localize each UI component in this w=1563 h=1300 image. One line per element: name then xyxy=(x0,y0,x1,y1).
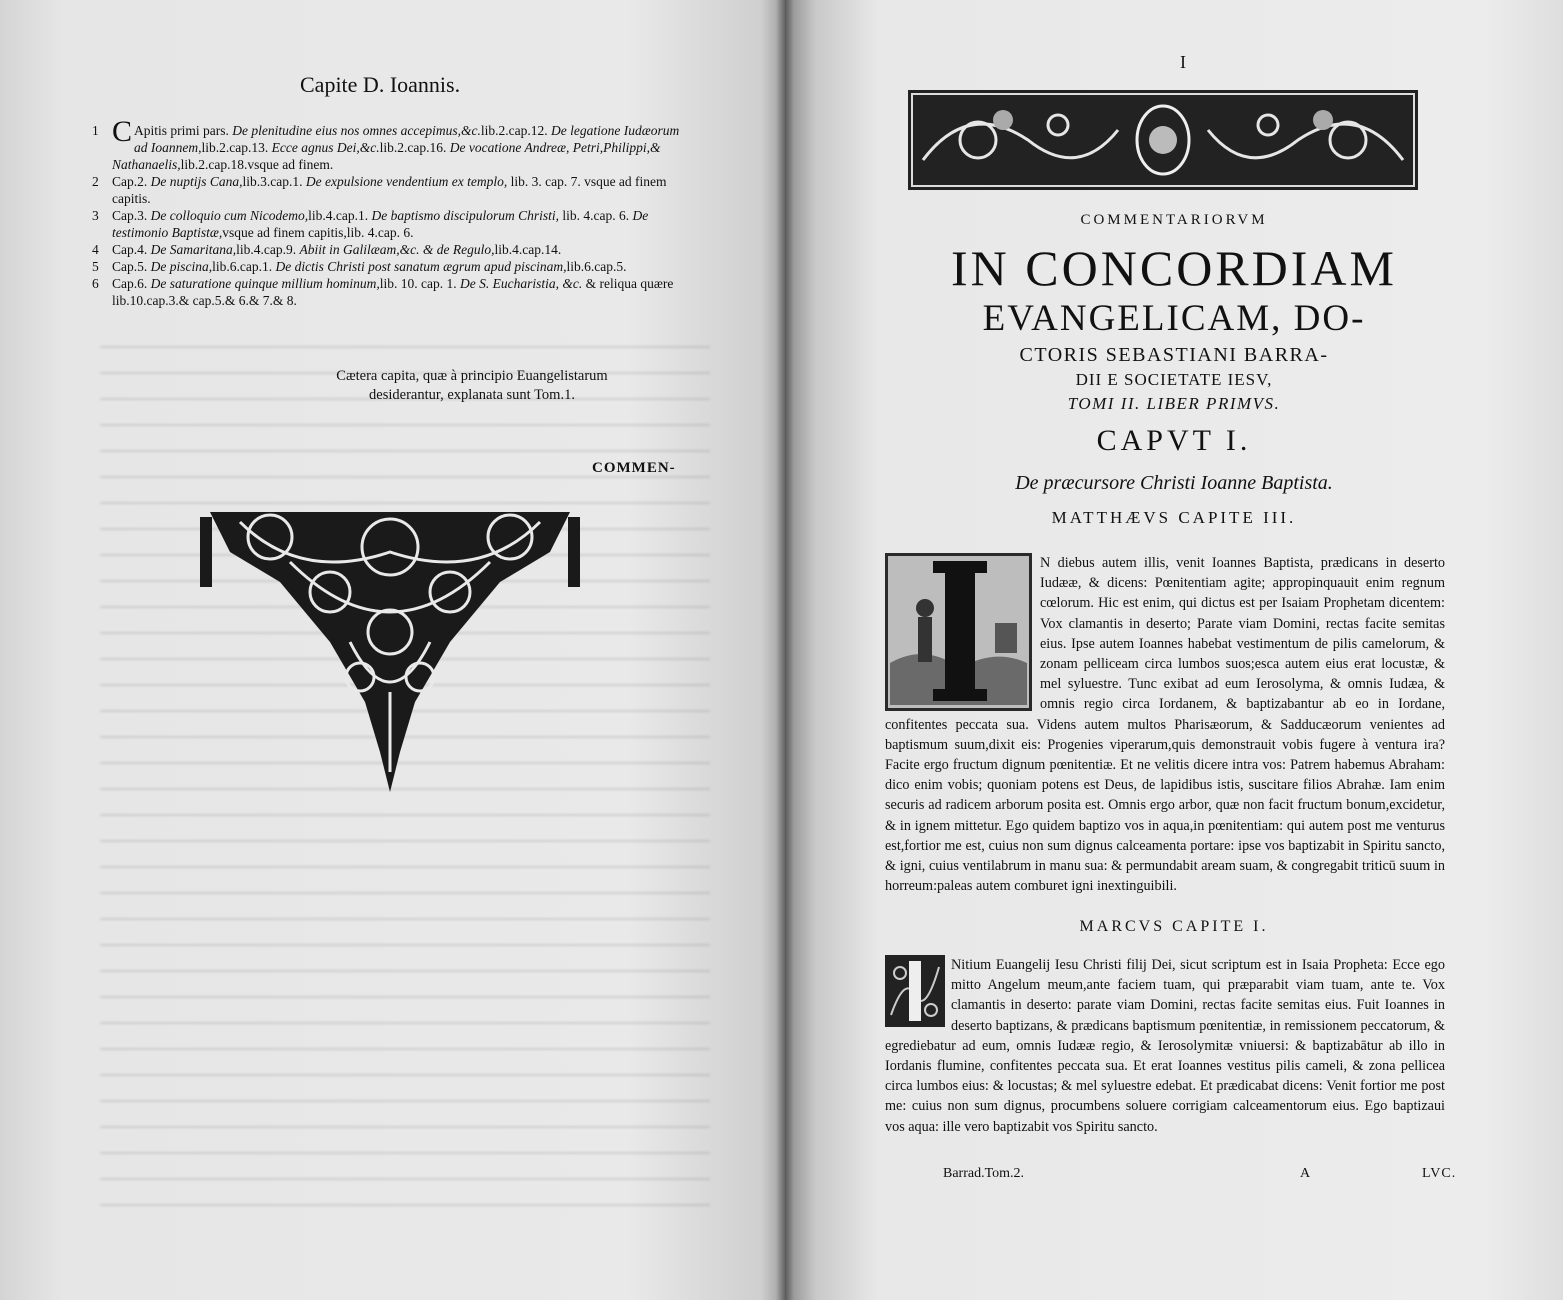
index-entry-text: lib.6.cap.5. xyxy=(566,259,627,274)
index-entry-text: De Samaritana, xyxy=(150,242,237,257)
chapter-heading: CAPVT I. xyxy=(1096,424,1252,457)
chapter-subtitle: De præcursore Christi Ioanne Baptista. xyxy=(1015,472,1333,494)
index-entry-text: lib. 3. cap. 7. vsque ad finem capitis. xyxy=(112,174,667,206)
index-entry-text: De piscina, xyxy=(150,259,213,274)
index-entry-number: 1 xyxy=(92,123,99,138)
index-entry-text: lib.4.cap.14. xyxy=(494,242,562,257)
index-entry xyxy=(92,173,692,207)
index-entry-text: lib.3.cap.1. xyxy=(242,174,306,189)
index-entry xyxy=(92,275,692,309)
index-entry xyxy=(92,258,692,275)
index-entry-text: De saturatione quinque millium hominum, xyxy=(150,276,380,291)
index-entry-text: Ecce agnus Dei,&c. xyxy=(271,140,380,155)
catchword-left: COMMEN- xyxy=(592,460,676,476)
footer-catchword: LVC. xyxy=(1422,1166,1457,1181)
running-head: Capite D. Ioannis. xyxy=(300,72,461,97)
index-entry-text: De expulsione vendentium ex templo, xyxy=(305,174,508,189)
note-text: Cætera capita, quæ à principio Euangelistarum desiderantur, explanata sunt Tom.1. xyxy=(336,368,608,403)
tailpiece-ornament xyxy=(200,492,580,792)
index-entry-text: De vocatione Andreæ, Petri,Philippi,& Nathanaelis, xyxy=(112,140,661,172)
index-entry-text: lib.6.cap.1. xyxy=(212,259,276,274)
index-entry-number: 2 xyxy=(92,174,99,189)
index-entry-text: Cap.6. xyxy=(112,276,151,291)
folio-number: I xyxy=(1180,52,1186,72)
footer-signature-ref: Barrad.Tom.2. xyxy=(943,1166,1025,1181)
title-line-4: CTORIS SEBASTIANI BARRA- xyxy=(1019,344,1329,366)
index-entry-text: lib.2.cap.12. xyxy=(480,123,551,138)
chapter-index xyxy=(92,115,692,309)
index-entry-text: lib.2.cap.16. xyxy=(379,140,450,155)
index-entry-text: lib.2.cap.18.vsque ad finem. xyxy=(180,157,334,172)
woodcut-initial-i-small xyxy=(885,955,945,1027)
index-entry-text: De S. Eucharistia, &c. xyxy=(460,276,583,291)
index-entry-text: De legatione Iudæorum ad Ioannem, xyxy=(134,123,680,155)
index-entry-text: lib.4.cap.9. xyxy=(236,242,300,257)
index-entry-text: Cap.4. xyxy=(112,242,151,257)
index-entry-text: lib.2.cap.13. xyxy=(201,140,272,155)
index-entry-text: De baptismo discipulorum Christi, xyxy=(371,208,559,223)
index-entry-text: vsque ad finem capitis,lib. 4.cap. 6. xyxy=(222,225,414,240)
index-entry-text: Cap.3. xyxy=(112,208,151,223)
index-entry-number: 4 xyxy=(92,242,99,257)
index-entry-text: De colloquio cum Nicodemo, xyxy=(150,208,309,223)
index-entry-text: De plenitudine eius nos omnes accepimus,&c. xyxy=(232,123,481,138)
index-entry xyxy=(92,207,692,241)
decorated-initial-c: C xyxy=(112,115,133,148)
woodcut-initial-i xyxy=(885,553,1032,711)
right-page xyxy=(785,0,1563,1300)
title-line-1: COMMENTARIORVM xyxy=(1080,212,1268,228)
book-gutter xyxy=(776,0,794,1300)
footer-signature-mark: A xyxy=(1300,1166,1311,1181)
index-entry-text: Apitis primi pars. xyxy=(134,123,233,138)
section-heading-mark: MARCVS CAPITE I. xyxy=(1079,918,1269,935)
index-entry-text: De testimonio Baptistæ, xyxy=(112,208,649,240)
section-text-matthew-content: N diebus autem illis, venit Ioannes Baptista, prædicans in deserto Iudææ, & dicens: Pœnitentiam agite; appropinquauit enim regnum cœlorum. Hic est enim, qui dictus est per Isaiam Prophetam dicentem: Vox clamantis in deserto; Parate viam Domini, rectas facite semitas eius. Ipse autem Ioannes habebat vestimentum de pilis camelorum, & zonam pelliceam circa lumbos suos;esca autem eius erat locustæ, & mel syluestre. Tunc exibat ad eum Ierosolyma, & omnis Iudæa, & omnis regio circa Iordanem, & baptizabantur ab eo in Iordane, confitentes peccata sua. Videns autem multos Pharisæorum, & Sadducæorum venientes ad baptismum suum,dixit eis: Progenies viperarum,quis demonstrauit vobis fugere à ventura ira? Facite ergo fructum dignum pœnitentiæ. Et ne velitis dicere intra vos: Patrem habemus Abraham: dico enim vobis; quoniam potens est Deus, de lapidibus istis, suscitare filios Abrahæ. Iam enim securis ad radicem arborum posita est. Omnis ergo arbor, quæ non facit fructum bonum,excidetur, & in ignem mittetur. Ego quidem baptizo vos in aqua,in pœnitentiam: qui autem post me venturus est,fortior me est, cuius non sum dignus calceamenta portare: ipse vos baptizabit in Spiritu sancto, & igni, cuius ventilabrum in manu sua: & permundabit aream suam, & congregabit triticū suum in horreum:paleas autem comburet igni inextinguibili. xyxy=(885,555,1445,895)
index-entry-number: 6 xyxy=(92,276,99,291)
index-entry-text: lib. 4.cap. 6. xyxy=(558,208,633,223)
index-entry-text: lib.4.cap.1. xyxy=(308,208,372,223)
index-entry-text: & reliqua quære lib.10.cap.3.& cap.5.& 6.& 7.& 8. xyxy=(112,276,674,308)
section-text-mark-content: Nitium Euangelij Iesu Christi filij Dei, sicut scriptum est in Isaia Propheta: Ecce ego mitto Angelum meum,ante faciem tuam, qui præparabit viam tuam, ante te. Vox clamantis in deserto: parate viam Domini, rectas facite semitas eius. Fuit Ioannes in deserto baptizans, & prædicans baptismum pœnitentiæ, in remissionem peccatorum, & egrediebatur ad eum, omnis Iudææ regio, & Ierosolymitæ vniuersi: & baptizabātur ab illo in Iordanis flumine, confitentes peccata sua. Et erat Ioannes vestitus pilis cameli, & zona pellicea circa lumbos eius: & locustas; & mel syluestre edebat. Et prædicabat dicens: Venit fortior me post me: cuius non sum dignus, procumbens soluere corrigiam calceamentorum eius. Ego baptizaui vos aqua: ille vero baptizabit vos Spiritu sancto. xyxy=(885,957,1445,1135)
index-entry-text: Cap.2. xyxy=(112,174,151,189)
section-heading-matthew: MATTHÆVS CAPITE III. xyxy=(1051,508,1297,527)
title-line-2: IN CONCORDIAM xyxy=(951,240,1397,296)
index-entry-text: lib. 10. cap. 1. xyxy=(379,276,460,291)
title-line-3: EVANGELICAM, DO- xyxy=(982,298,1366,339)
index-entry-text: Abiit in Galilæam,&c. & de Regulo, xyxy=(299,242,495,257)
index-entry-number: 3 xyxy=(92,208,99,223)
section-text-matthew xyxy=(885,553,1445,896)
index-entry xyxy=(92,115,692,173)
index-entry-text: De dictis Christi post sanatum ægrum apud piscinam, xyxy=(275,259,567,274)
index-entry-text: Cap.5. xyxy=(112,259,151,274)
index-entry xyxy=(92,241,692,258)
title-line-6: TOMI II. LIBER PRIMVS. xyxy=(1067,394,1281,413)
headpiece-ornament xyxy=(908,90,1418,190)
title-line-5: DII E SOCIETATE IESV, xyxy=(1075,370,1273,389)
index-entry-text: De nuptijs Cana, xyxy=(150,174,243,189)
index-entry-number: 5 xyxy=(92,259,99,274)
section-text-mark xyxy=(885,955,1445,1137)
